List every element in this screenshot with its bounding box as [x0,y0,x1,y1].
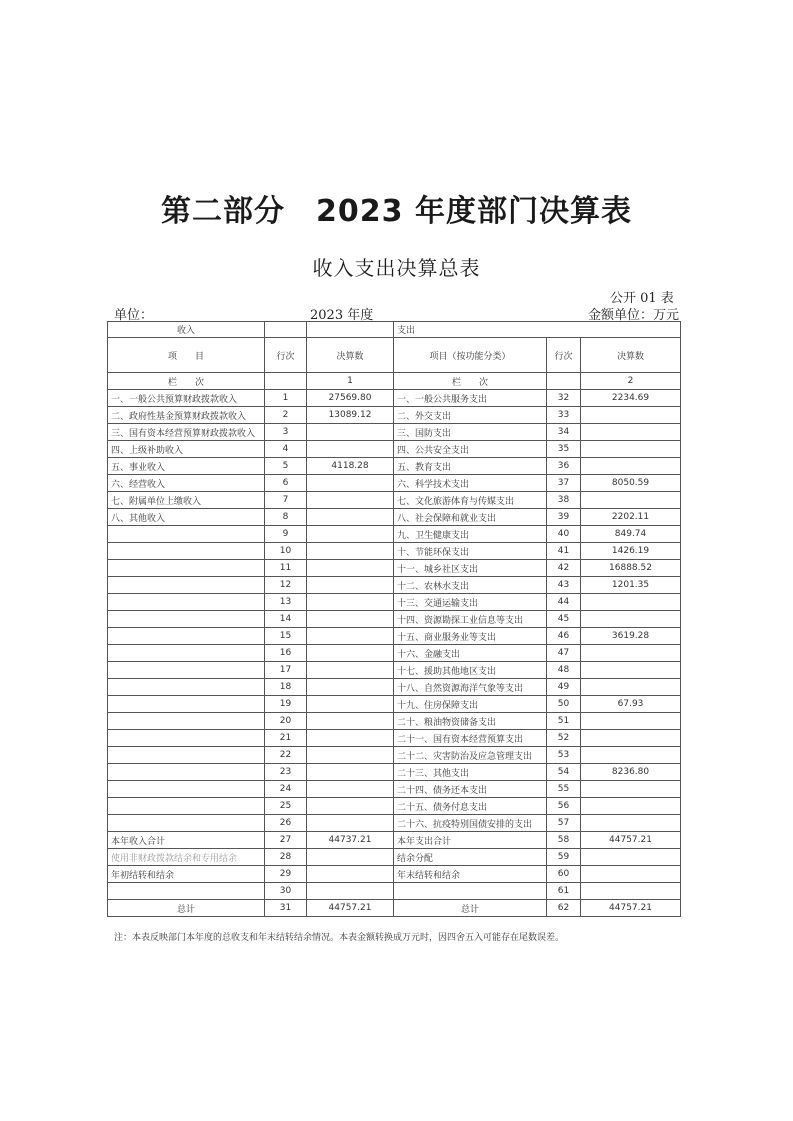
expense-item-cell: 十二、农林水支出 [394,577,547,594]
income-amount-cell [307,747,394,764]
income-line-cell: 13 [265,594,307,611]
expense-amount-cell: 8236.80 [581,764,681,781]
expense-amount-cell: 1201.35 [581,577,681,594]
income-item-cell [108,713,265,730]
column-index-label: 栏 次 [108,373,265,390]
income-item-cell: 总计 [108,900,265,917]
income-line-cell: 18 [265,679,307,696]
income-item-cell: 七、附属单位上缴收入 [108,492,265,509]
expense-line-cell: 48 [547,662,581,679]
table-row [108,662,681,679]
unit-row [114,304,679,322]
income-expense-summary-table [107,321,681,917]
income-amount-cell [307,560,394,577]
expense-line-cell: 59 [547,849,581,866]
table-row [108,441,681,458]
expense-amount-cell [581,424,681,441]
income-amount-cell [307,509,394,526]
expense-item-cell: 总计 [394,900,547,917]
expense-amount-cell [581,815,681,832]
income-amount-cell [307,815,394,832]
expense-line-cell: 43 [547,577,581,594]
income-item-cell [108,781,265,798]
table-row [108,458,681,475]
table-row [108,781,681,798]
expense-amount-cell [581,407,681,424]
expense-item-column-header: 项目（按功能分类） [394,338,547,373]
income-amount-cell [307,441,394,458]
table-row [108,628,681,645]
expense-line-cell: 57 [547,815,581,832]
expense-amount-cell [581,730,681,747]
income-item-cell [108,560,265,577]
table-row [108,815,681,832]
income-item-cell: 使用非财政拨款结余和专用结余 [108,849,265,866]
expense-item-cell: 十一、城乡社区支出 [394,560,547,577]
income-line-cell: 5 [265,458,307,475]
income-line-cell: 11 [265,560,307,577]
income-amount-cell [307,781,394,798]
table-row [108,526,681,543]
footnote: 注：本表反映部门本年度的总收支和年末结转结余情况。本表金额转换成万元时，因四舍五入可能存在尾数误差。 [114,933,565,943]
expense-line-cell: 44 [547,594,581,611]
column-index-1: 1 [307,373,394,390]
money-unit-label: 金额单位：万元 [587,308,679,323]
income-amount-cell [307,679,394,696]
expense-line-cell: 53 [547,747,581,764]
income-amount-cell [307,594,394,611]
expense-line-cell: 35 [547,441,581,458]
income-item-cell [108,696,265,713]
expense-amount-cell [581,594,681,611]
expense-item-cell [394,883,547,900]
income-amount-cell [307,475,394,492]
income-item-cell [108,611,265,628]
expense-item-cell: 二十六、抗疫特别国债安排的支出 [394,815,547,832]
income-line-cell: 16 [265,645,307,662]
expense-amount-cell [581,679,681,696]
table-row [108,594,681,611]
income-amount-cell [307,645,394,662]
income-amount-cell [307,662,394,679]
expense-amount-cell: 8050.59 [581,475,681,492]
table-row [108,900,681,917]
expense-line-cell: 37 [547,475,581,492]
table-row [108,713,681,730]
income-amount-cell: 4118.28 [307,458,394,475]
expense-amount-cell [581,662,681,679]
income-item-cell [108,747,265,764]
table-row [108,679,681,696]
income-line-cell: 14 [265,611,307,628]
expense-item-cell: 十七、援助其他地区支出 [394,662,547,679]
expense-amount-cell: 67.93 [581,696,681,713]
blank-cell [265,322,307,338]
expense-item-cell: 年末结转和结余 [394,866,547,883]
expense-line-cell: 52 [547,730,581,747]
expense-item-cell: 八、社会保障和就业支出 [394,509,547,526]
table-row [108,390,681,407]
income-amount-cell [307,730,394,747]
income-amount-cell [307,798,394,815]
income-amount-cell: 44757.21 [307,900,394,917]
table-row [108,543,681,560]
income-item-cell [108,883,265,900]
expense-line-cell: 47 [547,645,581,662]
expense-item-cell: 结余分配 [394,849,547,866]
income-line-cell: 6 [265,475,307,492]
blank-cell [265,373,307,390]
income-line-cell: 2 [265,407,307,424]
column-index-2: 2 [581,373,681,390]
expense-amount-cell [581,645,681,662]
income-amount-cell [307,492,394,509]
expense-amount-cell [581,747,681,764]
table-row [108,424,681,441]
income-item-cell [108,764,265,781]
expense-amount-cell: 16888.52 [581,560,681,577]
income-item-cell: 四、上级补助收入 [108,441,265,458]
income-item-cell [108,645,265,662]
income-item-cell [108,730,265,747]
table-row [108,475,681,492]
expense-amount-cell [581,713,681,730]
expense-line-cell: 34 [547,424,581,441]
income-amount-cell [307,696,394,713]
expense-item-cell: 二十一、国有资本经营预算支出 [394,730,547,747]
expense-amount-cell: 2234.69 [581,390,681,407]
column-index-label-2: 栏 次 [394,373,547,390]
column-header-row [108,338,681,373]
income-line-cell: 12 [265,577,307,594]
expense-item-cell: 十六、金融支出 [394,645,547,662]
income-amount-cell: 27569.80 [307,390,394,407]
table-row [108,849,681,866]
expense-amount-cell [581,798,681,815]
expense-line-cell: 58 [547,832,581,849]
income-line-cell: 10 [265,543,307,560]
expense-item-cell: 四、公共安全支出 [394,441,547,458]
income-amount-cell [307,543,394,560]
table-row [108,645,681,662]
income-line-cell: 17 [265,662,307,679]
expense-amount-cell: 849.74 [581,526,681,543]
expense-item-cell: 五、教育支出 [394,458,547,475]
expense-amount-cell [581,866,681,883]
column-index-row [108,373,681,390]
income-line-cell: 20 [265,713,307,730]
income-line-cell: 31 [265,900,307,917]
income-line-cell: 3 [265,424,307,441]
expense-amount-cell [581,883,681,900]
expense-line-cell: 46 [547,628,581,645]
income-line-cell: 8 [265,509,307,526]
expense-header: 支出 [394,322,681,338]
expense-amount-cell [581,781,681,798]
income-amount-cell [307,764,394,781]
income-amount-cell [307,866,394,883]
income-amount-cell [307,628,394,645]
expense-line-cell: 36 [547,458,581,475]
expense-amount-cell: 44757.21 [581,832,681,849]
income-amount-cell: 13089.12 [307,407,394,424]
expense-amount-cell [581,492,681,509]
expense-amount-cell [581,441,681,458]
expense-line-cell: 61 [547,883,581,900]
year-label: 2023 年度 [310,308,374,323]
expense-item-cell: 二、外交支出 [394,407,547,424]
expense-line-cell: 56 [547,798,581,815]
expense-line-cell: 41 [547,543,581,560]
income-line-cell: 15 [265,628,307,645]
expense-item-cell: 本年支出合计 [394,832,547,849]
expense-line-cell: 49 [547,679,581,696]
expense-item-cell: 二十二、灾害防治及应急管理支出 [394,747,547,764]
income-amount-cell [307,883,394,900]
income-line-cell: 9 [265,526,307,543]
income-amount-cell [307,424,394,441]
income-item-cell: 三、国有资本经营预算财政拨款收入 [108,424,265,441]
expense-amount-cell: 2202.11 [581,509,681,526]
table-title: 收入支出决算总表 [312,256,481,280]
expense-amount-column-header: 决算数 [581,338,681,373]
table-row [108,509,681,526]
table-row [108,696,681,713]
income-header: 收入 [108,322,265,338]
income-item-cell: 八、其他收入 [108,509,265,526]
income-item-cell [108,526,265,543]
expense-item-cell: 二十三、其他支出 [394,764,547,781]
income-amount-cell [307,713,394,730]
expense-item-cell: 六、科学技术支出 [394,475,547,492]
income-item-cell: 一、一般公共预算财政拨款收入 [108,390,265,407]
income-item-cell [108,577,265,594]
income-line-cell: 26 [265,815,307,832]
expense-item-cell: 二十四、债务还本支出 [394,781,547,798]
table-row [108,730,681,747]
income-line-cell: 23 [265,764,307,781]
item-column-header: 项 目 [108,338,265,373]
income-item-cell [108,815,265,832]
unit-label: 单位： [114,308,154,323]
income-item-cell: 年初结转和结余 [108,866,265,883]
expense-amount-cell [581,849,681,866]
table-row [108,832,681,849]
expense-item-cell: 十九、住房保障支出 [394,696,547,713]
table-row [108,611,681,628]
income-amount-cell [307,577,394,594]
table-row [108,883,681,900]
expense-item-cell: 二十、粮油物资储备支出 [394,713,547,730]
income-line-cell: 29 [265,866,307,883]
income-item-cell [108,662,265,679]
income-item-cell [108,628,265,645]
income-item-cell: 六、经营收入 [108,475,265,492]
income-amount-cell [307,526,394,543]
income-amount-cell: 44737.21 [307,832,394,849]
income-line-cell: 1 [265,390,307,407]
table-row [108,407,681,424]
expense-item-cell: 一、一般公共服务支出 [394,390,547,407]
income-item-cell [108,679,265,696]
expense-item-cell: 七、文化旅游体育与传媒支出 [394,492,547,509]
table-row [108,560,681,577]
table-number: 公开 01 表 [610,291,674,306]
expense-line-cell: 55 [547,781,581,798]
expense-line-cell: 51 [547,713,581,730]
income-item-cell: 二、政府性基金预算财政拨款收入 [108,407,265,424]
section-header-row [108,322,681,338]
expense-item-cell: 十三、交通运输支出 [394,594,547,611]
table-row [108,492,681,509]
table-row [108,577,681,594]
expense-amount-cell [581,611,681,628]
expense-line-cell: 33 [547,407,581,424]
expense-row-no-column-header: 行次 [547,338,581,373]
expense-line-cell: 54 [547,764,581,781]
income-item-cell: 五、事业收入 [108,458,265,475]
expense-item-cell: 十八、自然资源海洋气象等支出 [394,679,547,696]
expense-line-cell: 39 [547,509,581,526]
income-amount-cell [307,611,394,628]
income-line-cell: 24 [265,781,307,798]
expense-item-cell: 十五、商业服务业等支出 [394,628,547,645]
table-row [108,747,681,764]
income-item-cell: 本年收入合计 [108,832,265,849]
income-line-cell: 7 [265,492,307,509]
expense-line-cell: 40 [547,526,581,543]
expense-line-cell: 62 [547,900,581,917]
income-line-cell: 30 [265,883,307,900]
expense-amount-cell: 3619.28 [581,628,681,645]
table-row [108,764,681,781]
expense-line-cell: 60 [547,866,581,883]
income-line-cell: 25 [265,798,307,815]
expense-line-cell: 50 [547,696,581,713]
income-line-cell: 21 [265,730,307,747]
expense-line-cell: 45 [547,611,581,628]
expense-amount-cell: 1426.19 [581,543,681,560]
expense-amount-cell [581,458,681,475]
table-row [108,798,681,815]
expense-line-cell: 32 [547,390,581,407]
income-line-cell: 19 [265,696,307,713]
row-no-column-header: 行次 [265,338,307,373]
income-line-cell: 4 [265,441,307,458]
expense-item-cell: 三、国防支出 [394,424,547,441]
expense-item-cell: 九、卫生健康支出 [394,526,547,543]
expense-item-cell: 十、节能环保支出 [394,543,547,560]
income-item-cell [108,594,265,611]
blank-cell [547,373,581,390]
expense-amount-cell: 44757.21 [581,900,681,917]
expense-item-cell: 十四、资源勘探工业信息等支出 [394,611,547,628]
income-line-cell: 28 [265,849,307,866]
expense-item-cell: 二十五、债务付息支出 [394,798,547,815]
expense-line-cell: 42 [547,560,581,577]
income-amount-cell [307,849,394,866]
table-row [108,866,681,883]
expense-line-cell: 38 [547,492,581,509]
income-line-cell: 22 [265,747,307,764]
income-item-cell [108,798,265,815]
blank-cell [307,322,394,338]
amount-column-header: 决算数 [307,338,394,373]
page-title: 第二部分 2023 年度部门决算表 [161,194,632,229]
income-item-cell [108,543,265,560]
income-line-cell: 27 [265,832,307,849]
